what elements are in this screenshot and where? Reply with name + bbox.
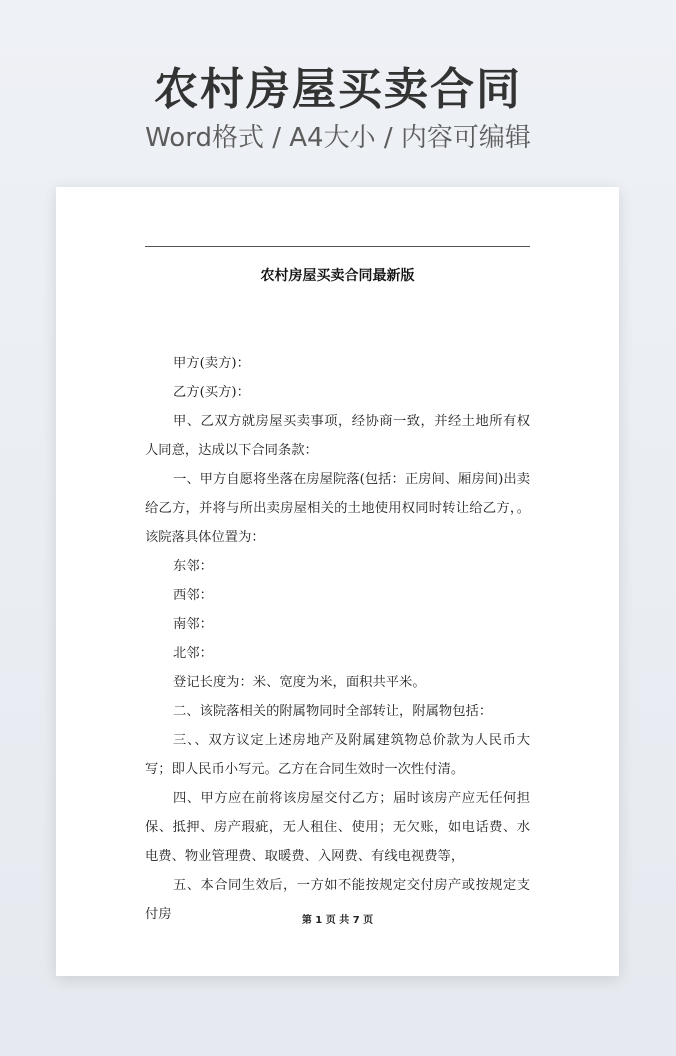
- document-body: [145, 349, 530, 929]
- clause-5-paragraph: 五、本合同生效后，一方如不能按规定交付房产或按规定支付房: [145, 878, 530, 922]
- south-neighbor-line: 南邻：: [173, 617, 213, 632]
- document-title: 农村房屋买卖合同最新版: [260, 268, 415, 284]
- banner-subtitle: Word格式 / A4大小 / 内容可编辑: [145, 123, 531, 153]
- banner-title: 农村房屋买卖合同: [154, 64, 522, 115]
- clause-2-paragraph: 二、该院落相关的附属物同时全部转让，附属物包括：: [173, 704, 493, 719]
- party-b-line: 乙方(买方)：: [173, 385, 250, 400]
- preamble-paragraph: 甲、乙双方就房屋买卖事项，经协商一致，并经土地所有权人同意，达成以下合同条款：: [145, 414, 530, 458]
- clause-3-paragraph: 三、、双方议定上述房地产及附属建筑物总价款为人民币大写；即人民币小写元。乙方在合同生效时一次性付清。: [145, 733, 530, 777]
- north-neighbor-line: 北邻：: [173, 646, 213, 661]
- west-neighbor-line: 西邻：: [173, 588, 213, 603]
- party-a-line: 甲方(卖方)：: [173, 356, 250, 371]
- document-page: [56, 187, 619, 976]
- area-line: 登记长度为：米、宽度为米，面积共平米。: [173, 675, 426, 690]
- clause-4-paragraph: 四、甲方应在前将该房屋交付乙方；届时该房产应无任何担保、抵押、房产瑕疵，无人租住、使用；无欠账，如电话费、水电费、物业管理费、取暖费、入网费、有线电视费等，: [145, 791, 530, 864]
- clause-1-paragraph: 一、甲方自愿将坐落在房屋院落(包括：正房间、厢房间)出卖给乙方，并将与所出卖房屋相关的土地使用权同时转让给乙方，。该院落具体位置为：: [145, 472, 530, 545]
- east-neighbor-line: 东邻：: [173, 559, 213, 574]
- header-rule: [145, 246, 530, 247]
- page-number-footer: 第 1 页 共 7 页: [301, 915, 374, 926]
